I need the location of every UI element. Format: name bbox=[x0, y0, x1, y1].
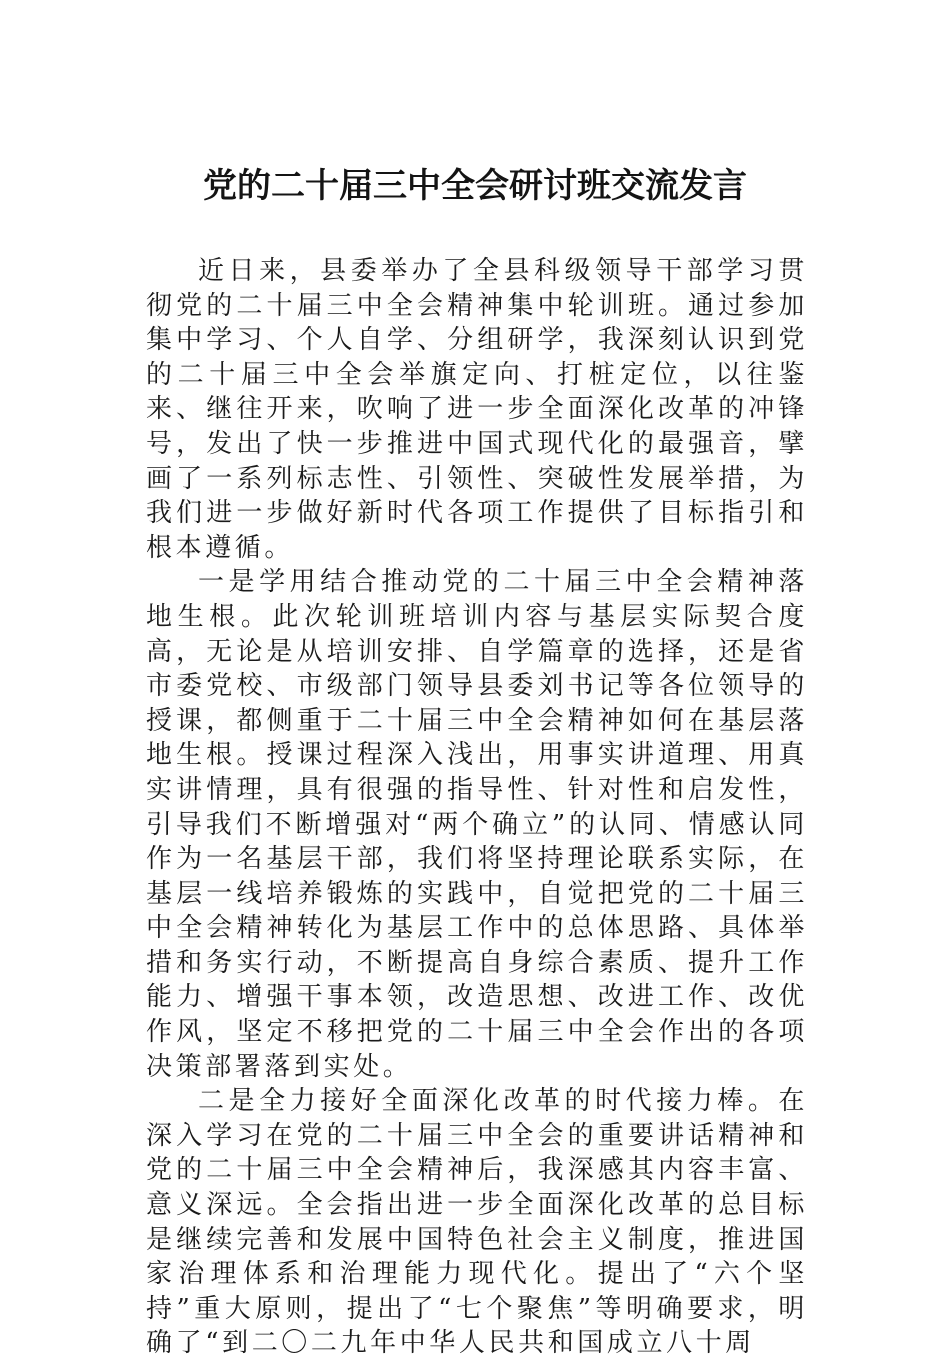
document-body bbox=[146, 254, 808, 1361]
paragraph-point-one: 一是学用结合推动党的二十届三中全会精神落地生根。此次轮训班培训内容与基层实际契合度高，无论是从培训安排、自学篇章的选择，还是省市委党校、市级部门领导县委刘书记等各位领导的授课，都侧重于二十届三中全会精神如何在基层落地生根。授课过程深入浅出，用事实讲道理、用真实讲情理，具有很强的指导性、针对性和启发性，引导我们不断增强对“两个确立”的认同、情感认同作为一名基层干部，我们将坚持理论联系实际，在基层一线培养锻炼的实践中，自觉把党的二十届三中全会精神转化为基层工作中的总体思路、具体举措和务实行动，不断提高自身综合素质、提升工作能力、增强干事本领，改造思想、改进工作、改优作风，坚定不移把党的二十届三中全会作出的各项决策部署落到实处。 bbox=[146, 567, 808, 1082]
document-title: 党的二十届三中全会研讨班交流发言 bbox=[203, 166, 747, 206]
paragraph-point-two: 二是全力接好全面深化改革的时代接力棒。在深入学习在党的二十届三中全会的重要讲话精神和党的二十届三中全会精神后，我深感其内容丰富、意义深远。全会指出进一步全面深化改革的总目标是继续完善和发展中国特色社会主义制度，推进国家治理体系和治理能力现代化。提出了“六个坚持”重大原则，提出了“七个聚焦”等明确要求，明确了“到二〇二九年中华人民共和国成立八十周 bbox=[146, 1086, 808, 1359]
paragraph-intro: 近日来，县委举办了全县科级领导干部学习贯彻党的二十届三中全会精神集中轮训班。通过参加集中学习、个人自学、分组研学，我深刻认识到党的二十届三中全会举旗定向、打桩定位，以往鉴来、继往开来，吹响了进一步全面深化改革的冲锋号，发出了快一步推进中国式现代化的最强音，擘画了一系列标志性、引领性、突破性发展举措，为我们进一步做好新时代各项工作提供了目标指引和根本遵循。 bbox=[146, 256, 808, 563]
